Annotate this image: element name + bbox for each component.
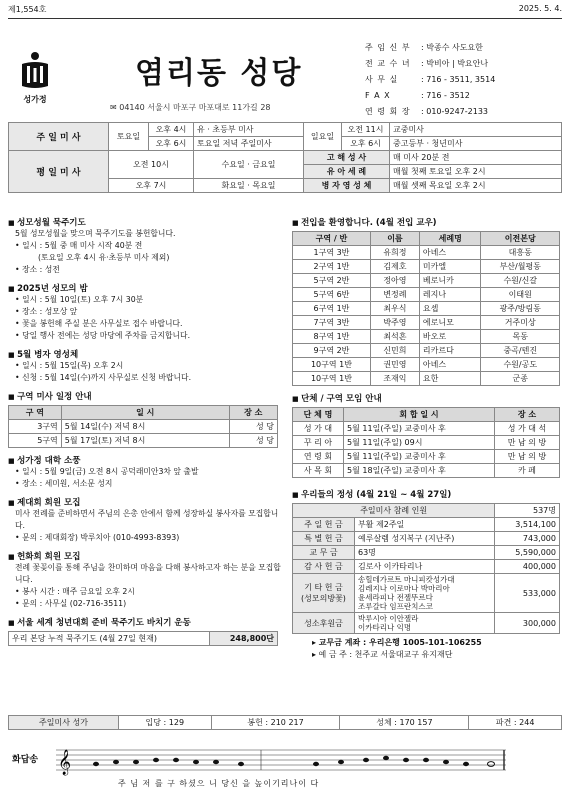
table-cell: 아녜스: [419, 246, 481, 260]
table-cell: 1구역 3반: [293, 246, 371, 260]
table-row: [293, 358, 560, 372]
table-cell: 5구역 6반: [293, 288, 371, 302]
staff-info: [365, 40, 495, 120]
psalm-music: [8, 742, 562, 804]
table-cell: 성 당: [229, 420, 277, 434]
table-cell: 기 타 헌 금 (성모의방꽃): [293, 574, 355, 613]
table-row: [293, 450, 560, 464]
table-header: 장 소: [229, 406, 277, 420]
hymn-label: 주일미사 성가: [9, 716, 119, 730]
table-cell: 5구역 2반: [293, 274, 371, 288]
section-title: ■ 2025년 성모의 밤: [8, 282, 286, 294]
rosary-count-table: [8, 631, 278, 646]
table-cell: 김로사 이카타리나: [355, 560, 495, 574]
table-cell: 3구역: [9, 420, 62, 434]
table-cell: 베로니카: [419, 274, 481, 288]
table-cell: 아녜스: [419, 358, 481, 372]
attendance-label: 주일미사 참례 인원: [293, 504, 495, 518]
table-row: [293, 518, 560, 532]
table-cell: 유희정: [370, 246, 419, 260]
bullet: • 문의 : 사무실 (02-716-3511): [15, 599, 127, 608]
staff-value: : 716 - 3512: [421, 91, 470, 100]
section-title: ■ 성가정 대학 소풍: [8, 454, 286, 466]
mass-days: 화요일 · 목요일: [194, 179, 304, 193]
table-row: [293, 274, 560, 288]
staff-label: 주 임 신 부: [365, 43, 411, 52]
section-title: ■ 우리들의 정성 (4월 21일 ~ 4월 27일): [292, 488, 562, 500]
table-cell: 5월 11일(주일) 교중미사 후: [344, 422, 495, 436]
bullet: • 일시 : 5월 9일(금) 오전 8시 공덕래미안3차 앞 출발: [15, 467, 199, 476]
table-cell: 743,000: [495, 532, 560, 546]
table-cell: 바오로: [419, 330, 481, 344]
staff-label: 전 교 수 녀: [365, 59, 411, 68]
table-cell: 10구역 1반: [293, 372, 371, 386]
staff-row: [365, 40, 495, 56]
staff-row: [365, 88, 495, 104]
table-header: 구 역: [9, 406, 62, 420]
table-cell: 수원/공도: [481, 358, 560, 372]
weekday-mass-label: 평 일 미 사: [9, 151, 109, 193]
mass-time: 오전 10시: [133, 160, 169, 169]
table-cell: 김제호: [370, 260, 419, 274]
table-cell: 7구역 3반: [293, 316, 371, 330]
right-column: [292, 210, 562, 660]
mass-desc: 중고등부 · 청년미사: [390, 137, 562, 151]
table-row: [293, 330, 560, 344]
table-cell: 권민영: [370, 358, 419, 372]
meetings-table: [292, 407, 560, 478]
table-cell: 2구역 1반: [293, 260, 371, 274]
table-cell: 송힐데가르트 마니피캇성가대 김레지나 이로마나 박마리아 윤세라피나 전젤뚜르다 조루갈다 임프란치스코: [355, 574, 495, 613]
mass-schedule-table: [8, 122, 562, 193]
holy-family-icon: [18, 50, 52, 90]
table-cell: 9구역 2반: [293, 344, 371, 358]
staff-label: F A X: [365, 91, 391, 100]
table-cell: 수원/신갈: [481, 274, 560, 288]
table-cell: 연 령 회: [293, 450, 344, 464]
table-cell: 533,000: [495, 574, 560, 613]
table-row: [293, 546, 560, 560]
table-row: [293, 436, 560, 450]
table-header: 이전본당: [481, 232, 560, 246]
hymn-entrance: 입당 : 129: [119, 716, 212, 730]
table-header: 회 합 일 시: [344, 408, 495, 422]
table-cell: 레지나: [419, 288, 481, 302]
bullet: • 일시 : 5월 중 매 미사 시작 40분 전: [15, 241, 143, 250]
section-title: ■ 서울 세계 청년대회 준비 묵주기도 바치기 운동: [8, 616, 286, 628]
bullet: • 장소 : 성전: [15, 265, 60, 274]
table-cell: 5,590,000: [495, 546, 560, 560]
section-text: 미사 전례를 준비하면서 주님의 은총 안에서 함께 성장하실 봉사자를 모집합니다.: [15, 509, 279, 530]
weekday-row-1: [109, 151, 194, 179]
table-cell: 광주/방림동: [481, 302, 560, 316]
bullet: (토요일 오후 4시 유·초등부 미사 제외): [38, 253, 170, 262]
table-cell: 목동: [481, 330, 560, 344]
table-cell: 리카르다: [419, 344, 481, 358]
mass-days: 수요일 · 금요일: [194, 151, 304, 179]
table-cell: 성 가 대 석: [494, 422, 559, 436]
table-cell: 최석흔: [370, 330, 419, 344]
staff-row: [365, 56, 495, 72]
issue-number: 제1,554호: [8, 5, 47, 14]
table-cell: 5월 14일(수) 저녁 8시: [61, 420, 229, 434]
header-bar: [8, 4, 562, 19]
table-cell: 특 별 헌 금: [293, 532, 355, 546]
table-cell: 만 남 의 방: [494, 450, 559, 464]
table-row: [293, 246, 560, 260]
left-column: [8, 210, 286, 646]
address-text: 04140 서울시 마포구 마포대로 11가길 28: [119, 103, 271, 112]
rosary-label: 우리 본당 누적 묵주기도 (4월 27일 현재): [9, 632, 210, 646]
psalm-label: 화답송: [12, 755, 39, 765]
table-row: [293, 316, 560, 330]
table-row: [293, 422, 560, 436]
table-cell: 대흥동: [481, 246, 560, 260]
table-row: [293, 302, 560, 316]
bullet: • 꽃을 봉헌해 주실 분은 사무실로 접수 바랍니다.: [15, 319, 183, 328]
table-cell: 부활 제2주일: [355, 518, 495, 532]
table-cell: 성 가 대: [293, 422, 344, 436]
table-cell: 8구역 1반: [293, 330, 371, 344]
table-cell: 만 남 의 방: [494, 436, 559, 450]
account-number: ▸ 교무금 계좌 : 우리은행 1005-101-106255: [312, 638, 482, 647]
table-cell: 교 무 금: [293, 546, 355, 560]
district-mass-table: [8, 405, 278, 448]
mass-time: 오후 6시: [342, 137, 390, 151]
staff-label: 사 무 실: [365, 75, 399, 84]
bullet: • 장소 : 세미원, 서소문 성지: [15, 479, 113, 488]
mass-time: 오후 4시: [149, 123, 194, 137]
mass-time: 오전 11시: [342, 123, 390, 137]
hymn-dismissal: 파견 : 244: [469, 716, 562, 730]
table-cell: 중곡/텐진: [481, 344, 560, 358]
table-cell: 부산/월평동: [481, 260, 560, 274]
table-cell: 요한: [419, 372, 481, 386]
mass-time: 오후 6시: [149, 137, 194, 151]
table-cell: 예루살렘 성지복구 (지난주): [355, 532, 495, 546]
table-cell: 에로니모: [419, 316, 481, 330]
table-cell: 미카엘: [419, 260, 481, 274]
bullet: • 일시 : 5월 15일(목) 오후 2시: [15, 361, 124, 370]
staff-row: [365, 72, 495, 88]
table-row: [293, 532, 560, 546]
address: ✉ 04140 서울시 마포구 마포대로 11가길 28: [110, 103, 271, 112]
table-cell: 거주미상: [481, 316, 560, 330]
svg-text:𝄞: 𝄞: [58, 750, 72, 775]
section-title: ■ 제대회 회원 모집: [8, 496, 286, 508]
section-title: ■ 헌화회 회원 모집: [8, 550, 286, 562]
attendance-value: 537명: [495, 504, 560, 518]
issue-date: 2025. 5. 4.: [518, 4, 562, 13]
section-title: ■ 구역 미사 일정 안내: [8, 390, 286, 402]
section-title: ■ 5월 병자 영성체: [8, 348, 286, 360]
section-text: 전례 꽃꽂이를 통해 주님을 찬미하며 마음을 다해 봉사하고자 하는 분을 모집합니다.: [15, 563, 281, 584]
table-cell: 5월 18일(주일) 교중미사 후: [344, 464, 495, 478]
table-row: [293, 574, 560, 613]
table-cell: 이태원: [481, 288, 560, 302]
mass-desc: 교중미사: [390, 123, 562, 137]
bullet: • 장소 : 성모상 앞: [15, 307, 78, 316]
mass-time: 오후 7시: [109, 179, 194, 193]
offerings-table: [292, 503, 560, 634]
infant-baptism-label: 유 아 세 례: [304, 165, 390, 179]
table-cell: 5월 17일(토) 저녁 8시: [61, 434, 229, 448]
staff-label: 연 령 회 장: [365, 107, 411, 116]
sunday-label: 일요일: [304, 123, 342, 151]
table-header: 일 시: [61, 406, 229, 420]
table-cell: 사 목 회: [293, 464, 344, 478]
table-cell: 감 사 헌 금: [293, 560, 355, 574]
table-cell: 정아영: [370, 274, 419, 288]
new-members-table: [292, 231, 560, 386]
table-cell: 카 페: [494, 464, 559, 478]
table-row: [293, 260, 560, 274]
table-cell: 6구역 1반: [293, 302, 371, 316]
section-title: ■ 단체 / 구역 모임 안내: [292, 392, 562, 404]
mass-desc: 유 · 초등부 미사: [194, 123, 304, 137]
table-header: 이름: [370, 232, 419, 246]
page-title: 염리동 성당: [135, 56, 303, 91]
table-cell: 3,514,100: [495, 518, 560, 532]
logo-text: 성가정: [23, 95, 47, 104]
account-holder: ▸ 예 금 주 : 천주교 서울대교구 유지재단: [312, 650, 453, 659]
table-cell: 400,000: [495, 560, 560, 574]
confession-label: 고 해 성 사: [304, 151, 390, 165]
table-row: [293, 560, 560, 574]
table-cell: 요셉: [419, 302, 481, 316]
sunday-mass-label: 주 일 미 사: [9, 123, 109, 151]
table-cell: 박주영: [370, 316, 419, 330]
hymn-offertory: 봉헌 : 210 217: [211, 716, 340, 730]
table-header: 구역 / 반: [293, 232, 371, 246]
saturday-label: 토요일: [109, 123, 149, 151]
hymn-numbers-table: [8, 715, 562, 730]
table-cell: 최우식: [370, 302, 419, 316]
rosary-value: 248,800단: [210, 632, 278, 646]
table-row: [293, 288, 560, 302]
table-cell: 조재익: [370, 372, 419, 386]
table-row: [293, 344, 560, 358]
infant-baptism-value: 매월 첫째 토요일 오후 2시: [390, 165, 562, 179]
staff-value: : 010-9247-2133: [421, 107, 488, 116]
staff-value: : 716 - 3511, 3514: [421, 75, 496, 84]
section-title: ■ 성모성월 묵주기도: [8, 216, 286, 228]
sick-communion-value: 매월 셋째 목요일 오후 2시: [390, 179, 562, 193]
table-cell: 박루시아 이안젤라 이카타리나 익명: [355, 613, 495, 634]
table-row: [9, 420, 278, 434]
table-cell: 주 일 헌 금: [293, 518, 355, 532]
table-cell: 군종: [481, 372, 560, 386]
parish-logo: [15, 50, 55, 105]
bullet: • 문의 : 제대회장) 박루치아 (010-4993-8393): [15, 533, 180, 542]
psalm-lyrics: 주 님 저 를 구 하셨으 니 당신 을 높이기리나이 다: [118, 779, 320, 788]
sick-communion-label: 병 자 영 성 체: [304, 179, 390, 193]
staff-row: [365, 104, 495, 120]
table-cell: 5월 11일(주일) 09시: [344, 436, 495, 450]
table-header: 세례명: [419, 232, 481, 246]
table-cell: 10구역 1반: [293, 358, 371, 372]
table-cell: 꾸 리 아: [293, 436, 344, 450]
table-cell: 5구역: [9, 434, 62, 448]
table-row: [293, 613, 560, 634]
confession-value: 매 미사 20분 전: [390, 151, 562, 165]
table-cell: 변정례: [370, 288, 419, 302]
hymn-communion: 성체 : 170 157: [340, 716, 469, 730]
bullet: • 신청 : 5월 14일(수)까지 사무실로 신청 바랍니다.: [15, 373, 192, 382]
table-header: 단 체 명: [293, 408, 344, 422]
table-cell: 63명: [355, 546, 495, 560]
bullet: • 봉사 시간 : 매주 금요일 오후 2시: [15, 587, 135, 596]
bullet: • 당일 행사 전에는 성당 마당에 주차를 금지합니다.: [15, 331, 191, 340]
table-cell: 300,000: [495, 613, 560, 634]
mass-desc: 토요일 저녁 주일미사: [194, 137, 304, 151]
table-row: [9, 434, 278, 448]
staff-value: : 박종수 사도요한: [421, 43, 483, 52]
table-cell: 신민희: [370, 344, 419, 358]
staff-value: : 박비아 | 박요안나: [421, 59, 489, 68]
table-cell: 5월 11일(주일) 교중미사 후: [344, 450, 495, 464]
bullet: • 일시 : 5월 10일(토) 오후 7시 30분: [15, 295, 144, 304]
table-header: 장 소: [494, 408, 559, 422]
section-text: 5월 성모성월을 맞으며 묵주기도를 봉헌합니다.: [15, 229, 176, 238]
section-title: ■ 전입을 환영합니다. (4월 전입 교우): [292, 216, 562, 228]
table-row: [293, 372, 560, 386]
table-cell: 성 당: [229, 434, 277, 448]
table-row: [293, 464, 560, 478]
table-cell: 성소후원금: [293, 613, 355, 634]
